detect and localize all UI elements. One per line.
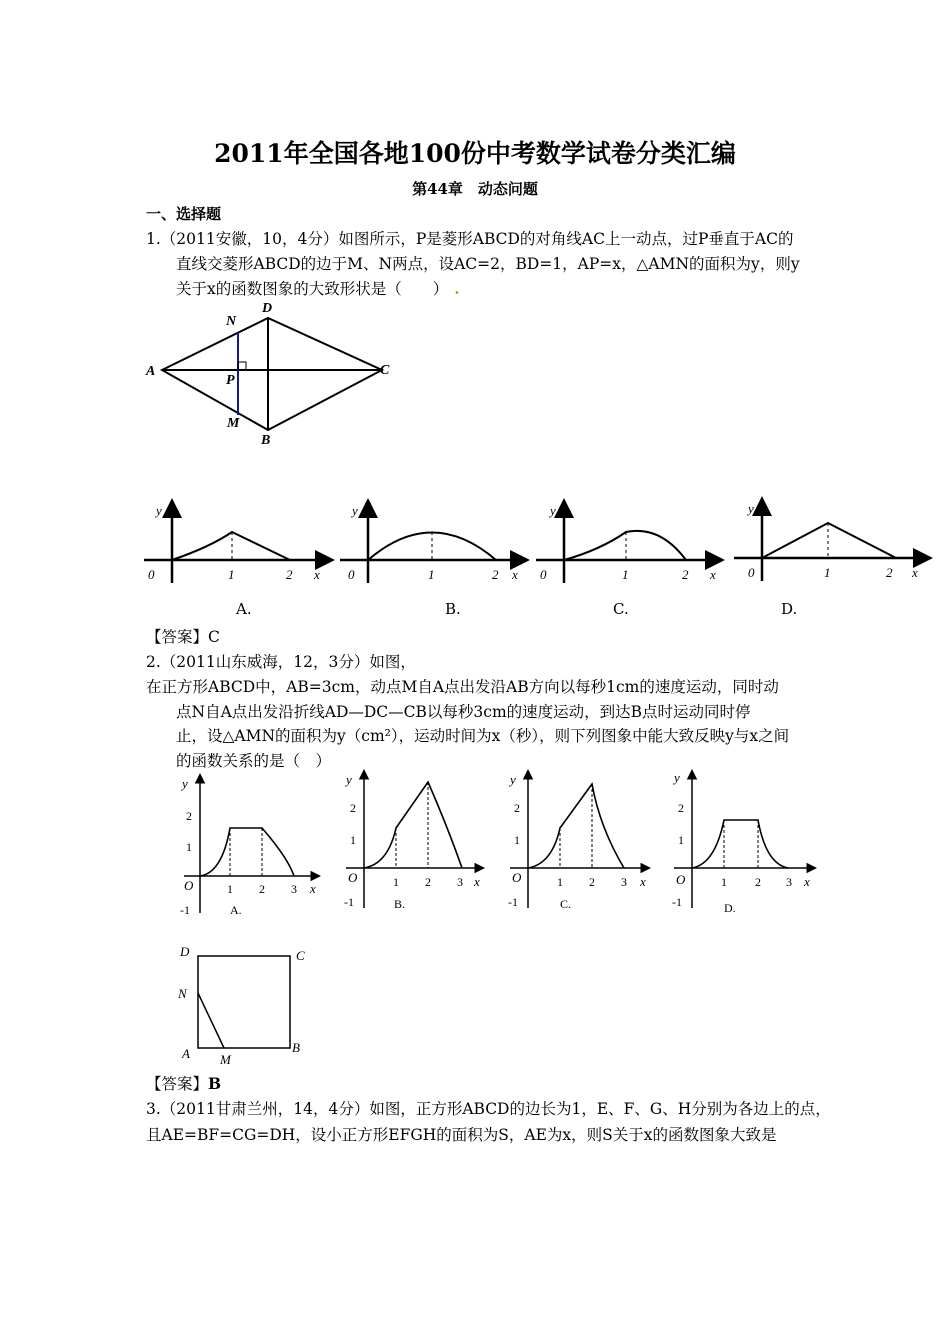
label-m: M	[227, 416, 240, 431]
svg-text:2: 2	[682, 567, 689, 582]
svg-text:1: 1	[557, 875, 563, 889]
rhombus-figure	[140, 300, 400, 450]
svg-text:A.: A.	[230, 903, 242, 917]
chapter-heading: 第44章 动态问题	[412, 180, 538, 198]
svg-text:x: x	[314, 567, 320, 582]
q2-line-1: 2.（2011山东威海，12，3分）如图，	[146, 653, 416, 671]
q2-line-2: 在正方形ABCD中，AB=3cm，动点M自A点出发沿AB方向以每秒1cm的速度运动，同时动	[146, 678, 779, 696]
svg-text:y: y	[674, 770, 680, 785]
svg-text:x: x	[710, 567, 716, 582]
sq-label-c: C	[296, 948, 305, 963]
sq-label-b: B	[292, 1040, 300, 1055]
svg-text:y: y	[182, 776, 188, 791]
square-figure	[170, 938, 320, 1068]
sq-label-d: D	[180, 944, 190, 959]
svg-text:2: 2	[350, 801, 356, 815]
svg-text:O: O	[184, 878, 194, 893]
q1-line-1: 1.（2011安徽，10，4分）如图所示，P是菱形ABCD的对角线AC上一动点，过P垂直于AC的	[146, 230, 794, 248]
svg-text:3: 3	[291, 882, 297, 896]
svg-text:0: 0	[348, 567, 355, 582]
svg-text:x: x	[474, 874, 480, 889]
svg-text:1: 1	[186, 840, 192, 854]
q1-answer: 【答案】C	[146, 628, 220, 646]
svg-text:O: O	[512, 870, 522, 885]
svg-text:x: x	[512, 567, 518, 582]
right-angle-mark	[238, 362, 246, 370]
svg-text:3: 3	[621, 875, 627, 889]
svg-text:y: y	[550, 503, 556, 518]
q1-line-3: 关于x的函数图象的大致形状是（ ） .	[176, 279, 460, 298]
sq-label-a: A	[182, 1046, 190, 1061]
svg-text:2: 2	[492, 567, 499, 582]
svg-text:2: 2	[514, 801, 520, 815]
svg-text:2: 2	[589, 875, 595, 889]
sq-label-n: N	[178, 986, 187, 1001]
svg-text:1: 1	[824, 565, 831, 580]
svg-text:2: 2	[678, 801, 684, 815]
document-title: 2011年全国各地100份中考数学试卷分类汇编	[214, 139, 736, 168]
svg-text:2: 2	[286, 567, 293, 582]
label-b: B	[261, 433, 271, 448]
q1-option-c: C.	[613, 600, 629, 618]
svg-text:1: 1	[622, 567, 629, 582]
svg-text:-1: -1	[672, 895, 682, 909]
svg-text:1: 1	[428, 567, 435, 582]
svg-text:B.: B.	[394, 897, 406, 911]
q3-line-1: 3.（2011甘肃兰州，14，4分）如图，正方形ABCD的边长为1，E、F、G、H分别为各边上的点，	[146, 1100, 831, 1118]
svg-text:O: O	[348, 870, 358, 885]
svg-text:2: 2	[755, 875, 761, 889]
q2-graph-a	[180, 776, 318, 917]
q1-option-b: B.	[445, 600, 461, 618]
svg-text:y: y	[510, 772, 516, 787]
svg-text:3: 3	[457, 875, 463, 889]
section-heading: 一、选择题	[146, 205, 222, 223]
label-a: A	[146, 364, 156, 379]
svg-text:-1: -1	[508, 895, 518, 909]
label-d: D	[262, 301, 273, 316]
svg-text:1: 1	[678, 833, 684, 847]
svg-text:2: 2	[425, 875, 431, 889]
svg-text:O: O	[676, 872, 686, 887]
svg-text:3: 3	[786, 875, 792, 889]
svg-text:2: 2	[186, 809, 192, 823]
q1-graph-a	[144, 503, 330, 583]
svg-text:0: 0	[748, 565, 755, 580]
q3-line-2: 且AE=BF=CG=DH，设小正方形EFGH的面积为S，AE为x，则S关于x的函数图象大致是	[146, 1126, 777, 1144]
svg-text:-1: -1	[180, 903, 190, 917]
svg-text:x: x	[804, 874, 810, 889]
sq-label-m: M	[220, 1052, 231, 1067]
svg-text:2: 2	[886, 565, 893, 580]
q2-answer: 【答案】B	[146, 1074, 222, 1093]
svg-text:1: 1	[721, 875, 727, 889]
label-p: P	[226, 373, 235, 388]
svg-text:x: x	[640, 874, 646, 889]
segment-nm	[198, 993, 224, 1048]
q2-graph-b	[344, 772, 482, 911]
q1-option-a: A.	[236, 600, 252, 618]
q2-graph-c	[508, 772, 648, 911]
svg-text:-1: -1	[344, 895, 354, 909]
rhombus-outline	[162, 318, 382, 430]
svg-text:1: 1	[228, 567, 235, 582]
q2-graph-options	[170, 768, 850, 923]
svg-text:2: 2	[259, 882, 265, 896]
svg-text:1: 1	[350, 833, 356, 847]
svg-text:x: x	[912, 565, 918, 580]
svg-text:C.: C.	[560, 897, 572, 911]
q2-graph-d	[672, 770, 814, 915]
q1-line-2: 直线交菱形ABCD的边于M、N两点，设AC=2，BD=1，AP=x，△AMN的面积为y，则y	[176, 255, 800, 273]
svg-text:y: y	[352, 503, 358, 518]
q1-graph-options	[140, 495, 940, 590]
label-c: C	[380, 363, 390, 378]
q1-graph-c	[536, 503, 720, 583]
q2-line-5: 的函数关系的是（ ）	[176, 752, 332, 770]
q2-line-4: 止，设△AMN的面积为y（cm²），运动时间为x（秒），则下列图象中能大致反映y与x之间	[176, 727, 790, 745]
svg-text:x: x	[310, 881, 316, 896]
svg-text:D.: D.	[724, 901, 736, 915]
q2-line-3: 点N自A点出发沿折线AD—DC—CB以每秒3cm的速度运动，到达B点时运动同时停	[176, 703, 751, 721]
svg-text:0: 0	[540, 567, 547, 582]
square-abcd	[198, 956, 290, 1048]
q1-option-d: D.	[781, 600, 798, 618]
svg-text:0: 0	[148, 567, 155, 582]
svg-text:1: 1	[227, 882, 233, 896]
q1-graph-b	[340, 503, 525, 583]
svg-text:1: 1	[393, 875, 399, 889]
q1-graph-d	[734, 501, 928, 581]
svg-text:y: y	[156, 503, 162, 518]
svg-text:y: y	[748, 501, 754, 516]
svg-text:y: y	[346, 772, 352, 787]
label-n: N	[226, 314, 237, 329]
svg-text:1: 1	[514, 833, 520, 847]
